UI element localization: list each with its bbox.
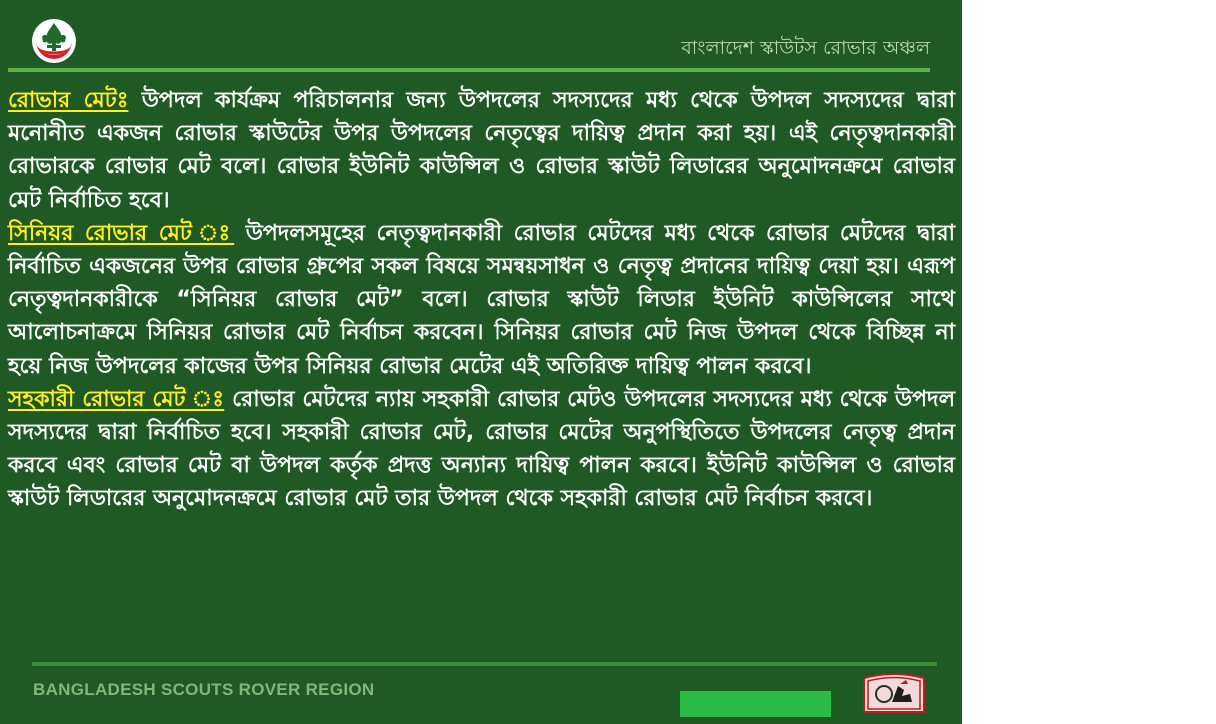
term-senior-rover-mate: সিনিয়র রোভার মেট ঃ [8,220,235,246]
bottom-divider [32,662,937,666]
footer-bar [680,691,831,717]
section-assistant-rover-mate [8,383,955,516]
rover-badge-icon [862,672,926,714]
section-senior-rover-mate [8,217,955,383]
text-senior-rover-mate: উপদলসমূহের নেতৃত্বদানকারী রোভার মেটদের মধ্য থেকে রোভার মেটদের দ্বারা নির্বাচিত একজনের উপর রোভার গ্রুপের সকল বিষয়ে সমন্বয়সাধন ও নেতৃত্ব প্রদানের দায়িত্ব দেয়া হয়। এরূপ নেতৃত্বদানকারীকে “সিনিয়র রোভার মেট” বলে। রোভার স্কাউট লিডার ইউনিট কাউন্সিলের সাথে আলোচনাক্রমে সিনিয়র রোভার মেট নির্বাচন করবেন। সিনিয়র রোভার মেট নিজ উপদল থেকে বিচ্ছিন্ন না হয়ে নিজ উপদলের কাজের উপর সিনিয়র রোভার মেটের এই অতিরিক্ত দায়িত্ব পালন করবে। [8,220,956,379]
footer-text: BANGLADESH SCOUTS ROVER REGION [33,680,375,699]
content-body [8,84,955,516]
scouts-emblem-icon [30,15,78,65]
term-assistant-rover-mate: সহকারী রোভার মেট ঃ [8,386,225,412]
top-divider [8,68,930,72]
text-rover-mate: উপদল কার্যক্রম পরিচালনার জন্য উপদলের সদস্যদের মধ্য থেকে উপদল সদস্যদের দ্বারা মনোনীত একজন রোভার স্কাউটের উপর উপদলের নেতৃত্বের দায়িত্ব প্রদান করা হয়। এই নেতৃত্বদানকারী রোভারকে রোভার মেট বলে। রোভার ইউনিট কাউন্সিল ও রোভার স্কাউট লিডারের অনুমোদনক্রমে রোভার মেট নির্বাচিত হবে। [8,88,955,213]
section-rover-mate [8,84,955,217]
text-assistant-rover-mate: রোভার মেটদের ন্যায় সহকারী রোভার মেটও উপদলের সদস্যদের মধ্য থেকে উপদল সদস্যদের দ্বারা নির্বাচিত হবে। সহকারী রোভার মেট, রোভার মেটের অনুপস্থিতিতে উপদলের নেতৃত্ব প্রদান করবে এবং রোভার মেট বা উপদল কর্তৃক প্রদত্ত অন্যান্য দায়িত্ব পালন করবে। ইউনিট কাউন্সিল ও রোভার স্কাউট লিডারের অনুমোদনক্রমে রোভার মেট তার উপদল থেকে সহকারী রোভার মেট নির্বাচন করবে। [8,386,955,512]
term-rover-mate: রোভার মেটঃ [8,88,129,113]
header-title: বাংলাদেশ স্কাউটস রোভার অঞ্চল [681,37,930,59]
